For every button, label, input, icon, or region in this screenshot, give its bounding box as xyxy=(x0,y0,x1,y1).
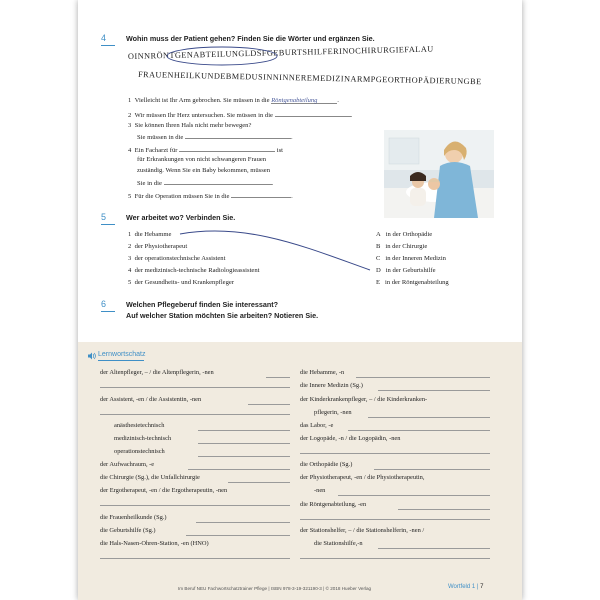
item-text: Vielleicht ist Ihr Arm gebrochen. Sie müssen in die xyxy=(134,97,270,104)
item-letter: B xyxy=(376,243,381,250)
page-number: 7 xyxy=(480,584,484,590)
item-number: 4 xyxy=(128,267,132,274)
lernwortschatz-box xyxy=(78,342,522,600)
item-letter: C xyxy=(376,255,381,262)
footer-credit: Im Beruf NEU Fachwortschatztrainer Pflege | ISBN 978-3-19-321190-3 | © 2018 Hueber Verlag xyxy=(178,586,372,591)
vocab-left-3: anästhesietechnisch xyxy=(114,422,165,429)
vocab-right-4: pflegerin, -nen xyxy=(314,409,352,416)
vocab-rule xyxy=(348,430,490,431)
vocab-right-10: die Röntgenabteilung, -en xyxy=(300,501,367,508)
item-number: 5 xyxy=(128,193,132,200)
vocab-right-3: der Kinderkrankenpfleger, – / die Kinderkranken- xyxy=(300,396,428,403)
vocab-left-4: medizinisch-technisch xyxy=(114,435,172,442)
item-number: 1 xyxy=(128,97,132,104)
item-end: . xyxy=(271,180,274,187)
vocab-rule xyxy=(196,522,290,523)
vocab-right-7: die Orthopädie (Sg.) xyxy=(300,461,353,468)
item-number: 4 xyxy=(128,147,132,154)
exercise-5-title: Wer arbeitet wo? Verbinden Sie. xyxy=(126,213,236,222)
match-left-item[interactable]: der operationstechnische Assistent xyxy=(134,255,226,262)
vocab-rule xyxy=(198,456,290,457)
vocab-right-12: die Stationshilfe,-n xyxy=(314,540,363,547)
vocab-left-9: die Frauenheilkunde (Sg.) xyxy=(100,514,167,521)
vocab-right-5: das Labor, -e xyxy=(300,422,334,429)
vocab-rule xyxy=(228,482,290,483)
vocab-right-9: -nen xyxy=(314,487,326,494)
match-left-item[interactable]: der medizinisch-technische Radiologieassistent xyxy=(134,267,260,274)
vocab-rule xyxy=(248,404,290,405)
vocab-rule xyxy=(100,414,290,415)
vocab-rule xyxy=(398,509,490,510)
ex4-item-4-cont2: zuständig. Wenn Sie ein Baby bekommen, müssen xyxy=(137,167,271,174)
section-label: Wortfeld 1 xyxy=(448,584,476,590)
match-right-item[interactable]: in der Chirurgie xyxy=(385,243,428,250)
vocab-right-2: die Innere Medizin (Sg.) xyxy=(300,382,363,389)
ex4-item-4-cont: für Erkrankungen von nicht schwangeren Frauen xyxy=(137,156,267,163)
vocab-right-6: der Logopäde, -n / die Logopädin, -nen xyxy=(300,435,401,442)
vocab-left-8: der Ergotherapeut, -en / die Ergotherapeutin, -nen xyxy=(100,487,228,494)
item-end: . xyxy=(337,97,339,104)
vocab-right-8: der Physiotherapeut, -en / die Physiotherapeutin, xyxy=(300,474,425,481)
match-left-item[interactable]: der Physiotherapeut xyxy=(134,243,188,250)
word-snake-line-2: FRAUENHEILKUNDEBMEDUSINNINNEREMEDIZINARMPGEORTHOPÄDIERUNGBE xyxy=(137,70,482,87)
match-right-item[interactable]: in der Geburtshilfe xyxy=(385,267,436,274)
exercise-6-number: 6 xyxy=(101,299,107,309)
vocab-rule xyxy=(368,417,490,418)
vocab-rule xyxy=(378,548,490,549)
match-right-item[interactable]: in der Inneren Medizin xyxy=(385,255,446,262)
exercise-5-number: 5 xyxy=(101,212,107,222)
match-left-item[interactable]: der Gesundheits- und Krankenpfleger xyxy=(134,279,235,286)
handwritten-answer: Röntgenabteilung xyxy=(271,97,318,104)
exercise-4-number: 4 xyxy=(101,33,107,43)
vocab-rule xyxy=(338,495,490,496)
vocab-rule xyxy=(188,469,290,470)
vocab-rule xyxy=(198,430,290,431)
vocab-rule xyxy=(300,519,490,520)
matching-line xyxy=(78,0,522,342)
workbook-page xyxy=(78,0,522,600)
match-right-item[interactable]: in der Röntgenabteilung xyxy=(384,279,449,286)
title-underline xyxy=(98,360,144,361)
vocab-left-11: die Hals-Nasen-Ohren-Station, -en (HNO) xyxy=(100,540,209,547)
vocab-left-1: der Altenpfleger, – / die Altenpflegerin, -nen xyxy=(100,369,214,376)
footer-page-info: Wortfeld 1 | 7 xyxy=(448,584,484,590)
item-text: Für die Operation müssen Sie in die xyxy=(134,193,230,200)
item-end: . xyxy=(291,193,293,200)
vocab-rule xyxy=(100,558,290,559)
vocab-rule xyxy=(100,505,290,506)
number-underline xyxy=(101,311,115,312)
item-number: 2 xyxy=(128,243,132,250)
lernwortschatz-title: Lernwortschatz xyxy=(98,351,146,358)
word-snake-line-1: OINNRÖNTGENABTEILUNGLDSFGEBURTSHILFERINOCHIRURGIEFALAU xyxy=(127,44,434,61)
vocab-rule xyxy=(186,535,290,536)
vocab-rule xyxy=(300,558,490,559)
exercise-6-title-line-1: Welchen Pflegeberuf finden Sie interessant? xyxy=(126,300,279,309)
exercise-area xyxy=(78,0,522,342)
exercise-6-title-line-2: Auf welcher Station möchten Sie arbeiten? Notieren Sie. xyxy=(126,311,319,320)
match-right-item[interactable]: in der Orthopädie xyxy=(385,231,433,238)
item-text: Sie müssen in die xyxy=(137,134,184,141)
item-text: Wir müssen Ihr Herz untersuchen. Sie müssen in die xyxy=(134,112,273,119)
item-end: ist xyxy=(276,147,283,154)
vocab-rule xyxy=(198,443,290,444)
match-left-item[interactable]: die Hebamme xyxy=(134,231,172,238)
item-text: Sie können Ihren Hals nicht mehr bewegen? xyxy=(134,122,252,129)
vocab-rule xyxy=(356,377,490,378)
vocab-left-7: die Chirurgie (Sg.), die Unfallchirurgie xyxy=(100,474,200,481)
item-text: Ein Facharzt für xyxy=(134,147,178,154)
item-text: Sie in die xyxy=(137,180,162,187)
speaker-icon[interactable] xyxy=(88,352,96,360)
item-number: 3 xyxy=(128,255,132,262)
vocab-rule xyxy=(300,453,490,454)
item-end: . xyxy=(350,112,353,119)
item-number: 2 xyxy=(128,112,132,119)
exercise-4-title: Wohin muss der Patient gehen? Finden Sie die Wörter und ergänzen Sie. xyxy=(126,34,375,43)
item-end: . xyxy=(291,134,293,141)
vocab-right-11: der Stationshelfer, – / die Stationshelferin, -nen / xyxy=(300,527,425,534)
item-letter: D xyxy=(376,267,381,274)
vocab-rule xyxy=(100,387,290,388)
item-number: 1 xyxy=(128,231,132,238)
item-letter: A xyxy=(376,231,381,238)
vocab-left-5: operationstechnisch xyxy=(114,448,165,455)
vocab-rule xyxy=(266,377,290,378)
vocab-left-6: der Aufwachraum, -e xyxy=(100,461,155,468)
vocab-right-1: die Hebamme, -n xyxy=(300,369,345,376)
vocab-left-10: die Geburtshilfe (Sg.) xyxy=(100,527,156,534)
item-letter: E xyxy=(376,279,381,286)
item-number: 3 xyxy=(128,122,132,129)
vocab-rule xyxy=(378,390,490,391)
vocab-left-2: der Assistent, -en / die Assistentin, -nen xyxy=(100,396,202,403)
item-number: 5 xyxy=(128,279,132,286)
vocab-rule xyxy=(374,469,490,470)
